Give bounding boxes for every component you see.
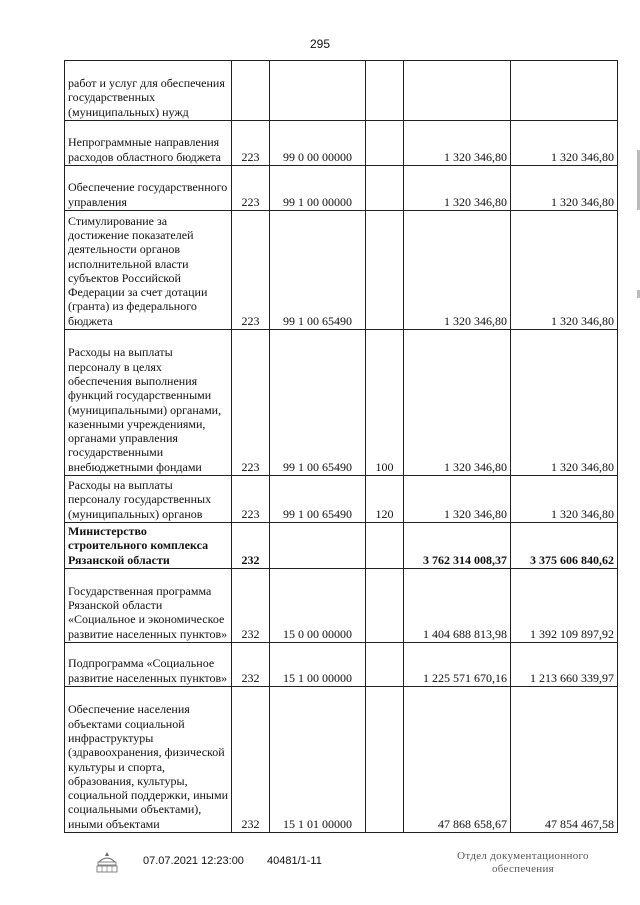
emblem-icon (93, 850, 121, 876)
table-row (65, 643, 618, 687)
row-sum-1: 1 320 346,80 (404, 166, 511, 211)
table-row (65, 523, 618, 569)
row-sum-1: 1 404 688 813,98 (404, 569, 511, 643)
row-sum-2: 1 320 346,80 (511, 476, 618, 523)
row-vr (366, 569, 404, 643)
row-sum-2: 1 320 346,80 (511, 166, 618, 211)
row-ved: 223 (232, 476, 270, 523)
row-name: Обеспечение государственного управления (65, 166, 232, 211)
page-footer (0, 850, 640, 890)
table-row (65, 61, 618, 121)
table-row (65, 569, 618, 643)
row-vr: 100 (366, 330, 404, 476)
row-csr: 99 1 00 65490 (270, 476, 366, 523)
row-csr (270, 523, 366, 569)
row-name: Расходы на выплаты персоналу в целях обеспечения выполнения функций государственными (муниципальными) органами, казенными учреждениями, органами управления государственными внебюджетными фондами (65, 330, 232, 476)
row-name: Расходы на выплаты персоналу государственных (муниципальных) органов (65, 476, 232, 523)
row-vr (366, 166, 404, 211)
row-sum-1: 1 320 346,80 (404, 476, 511, 523)
row-csr: 99 0 00 00000 (270, 121, 366, 166)
row-ved: 223 (232, 330, 270, 476)
row-sum-2: 1 213 660 339,97 (511, 643, 618, 687)
row-sum-1: 1 225 571 670,16 (404, 643, 511, 687)
row-name: Государственная программа Рязанской области «Социальное и экономическое развитие населенных пунктов» (65, 569, 232, 643)
row-sum-2: 47 854 467,58 (511, 687, 618, 833)
row-sum-2: 1 320 346,80 (511, 330, 618, 476)
row-csr: 99 1 00 65490 (270, 330, 366, 476)
row-name: Подпрограмма «Социальное развитие населенных пунктов» (65, 643, 232, 687)
row-ved (232, 61, 270, 121)
row-ved: 232 (232, 643, 270, 687)
row-vr (366, 687, 404, 833)
row-sum-1: 1 320 346,80 (404, 211, 511, 330)
row-name: Непрограммные направления расходов областного бюджета (65, 121, 232, 166)
budget-table (64, 60, 618, 833)
row-ved: 223 (232, 121, 270, 166)
row-name: Обеспечение населения объектами социальной инфраструктуры (здравоохранения, физической культуры и спорта, образования, культуры, социальной поддержки, иными социальными объектами), иными объектами (65, 687, 232, 833)
row-vr (366, 643, 404, 687)
table-row (65, 166, 618, 211)
row-csr: 15 1 01 00000 (270, 687, 366, 833)
row-sum-1 (404, 61, 511, 121)
row-vr (366, 523, 404, 569)
row-sum-2: 1 320 346,80 (511, 121, 618, 166)
row-name: работ и услуг для обеспечения государственных (муниципальных) нужд (65, 61, 232, 121)
table-row (65, 211, 618, 330)
row-ved: 232 (232, 523, 270, 569)
footer-doc-number: 40481/1-11 (267, 855, 322, 867)
row-csr: 99 1 00 65490 (270, 211, 366, 330)
row-name: Министерство строительного комплекса Рязанской области (65, 523, 232, 569)
footer-department-line-2: обеспечения (491, 863, 555, 875)
row-ved: 223 (232, 166, 270, 211)
row-csr (270, 61, 366, 121)
footer-department (438, 850, 608, 876)
row-vr (366, 61, 404, 121)
row-vr (366, 121, 404, 166)
row-ved: 223 (232, 211, 270, 330)
row-sum-2: 1 320 346,80 (511, 211, 618, 330)
footer-department-line-1: Отдел документационного (457, 850, 589, 862)
row-sum-2 (511, 61, 618, 121)
row-vr: 120 (366, 476, 404, 523)
row-sum-1: 47 868 658,67 (404, 687, 511, 833)
row-ved: 232 (232, 569, 270, 643)
row-sum-1: 3 762 314 008,37 (404, 523, 511, 569)
row-csr: 99 1 00 00000 (270, 166, 366, 211)
row-sum-2: 3 375 606 840,62 (511, 523, 618, 569)
row-sum-1: 1 320 346,80 (404, 121, 511, 166)
table-row (65, 476, 618, 523)
table-row (65, 330, 618, 476)
row-name: Стимулирование за достижение показателей деятельности органов исполнительной власти субъектов Российской Федерации за счет дотации (гранта) из федерального бюджета (65, 211, 232, 330)
footer-datetime: 07.07.2021 12:23:00 (143, 855, 244, 867)
table-row (65, 687, 618, 833)
row-ved: 232 (232, 687, 270, 833)
row-csr: 15 1 00 00000 (270, 643, 366, 687)
page-number: 295 (309, 37, 331, 51)
row-sum-2: 1 392 109 897,92 (511, 569, 618, 643)
row-vr (366, 211, 404, 330)
table-row (65, 121, 618, 166)
row-sum-1: 1 320 346,80 (404, 330, 511, 476)
row-csr: 15 0 00 00000 (270, 569, 366, 643)
